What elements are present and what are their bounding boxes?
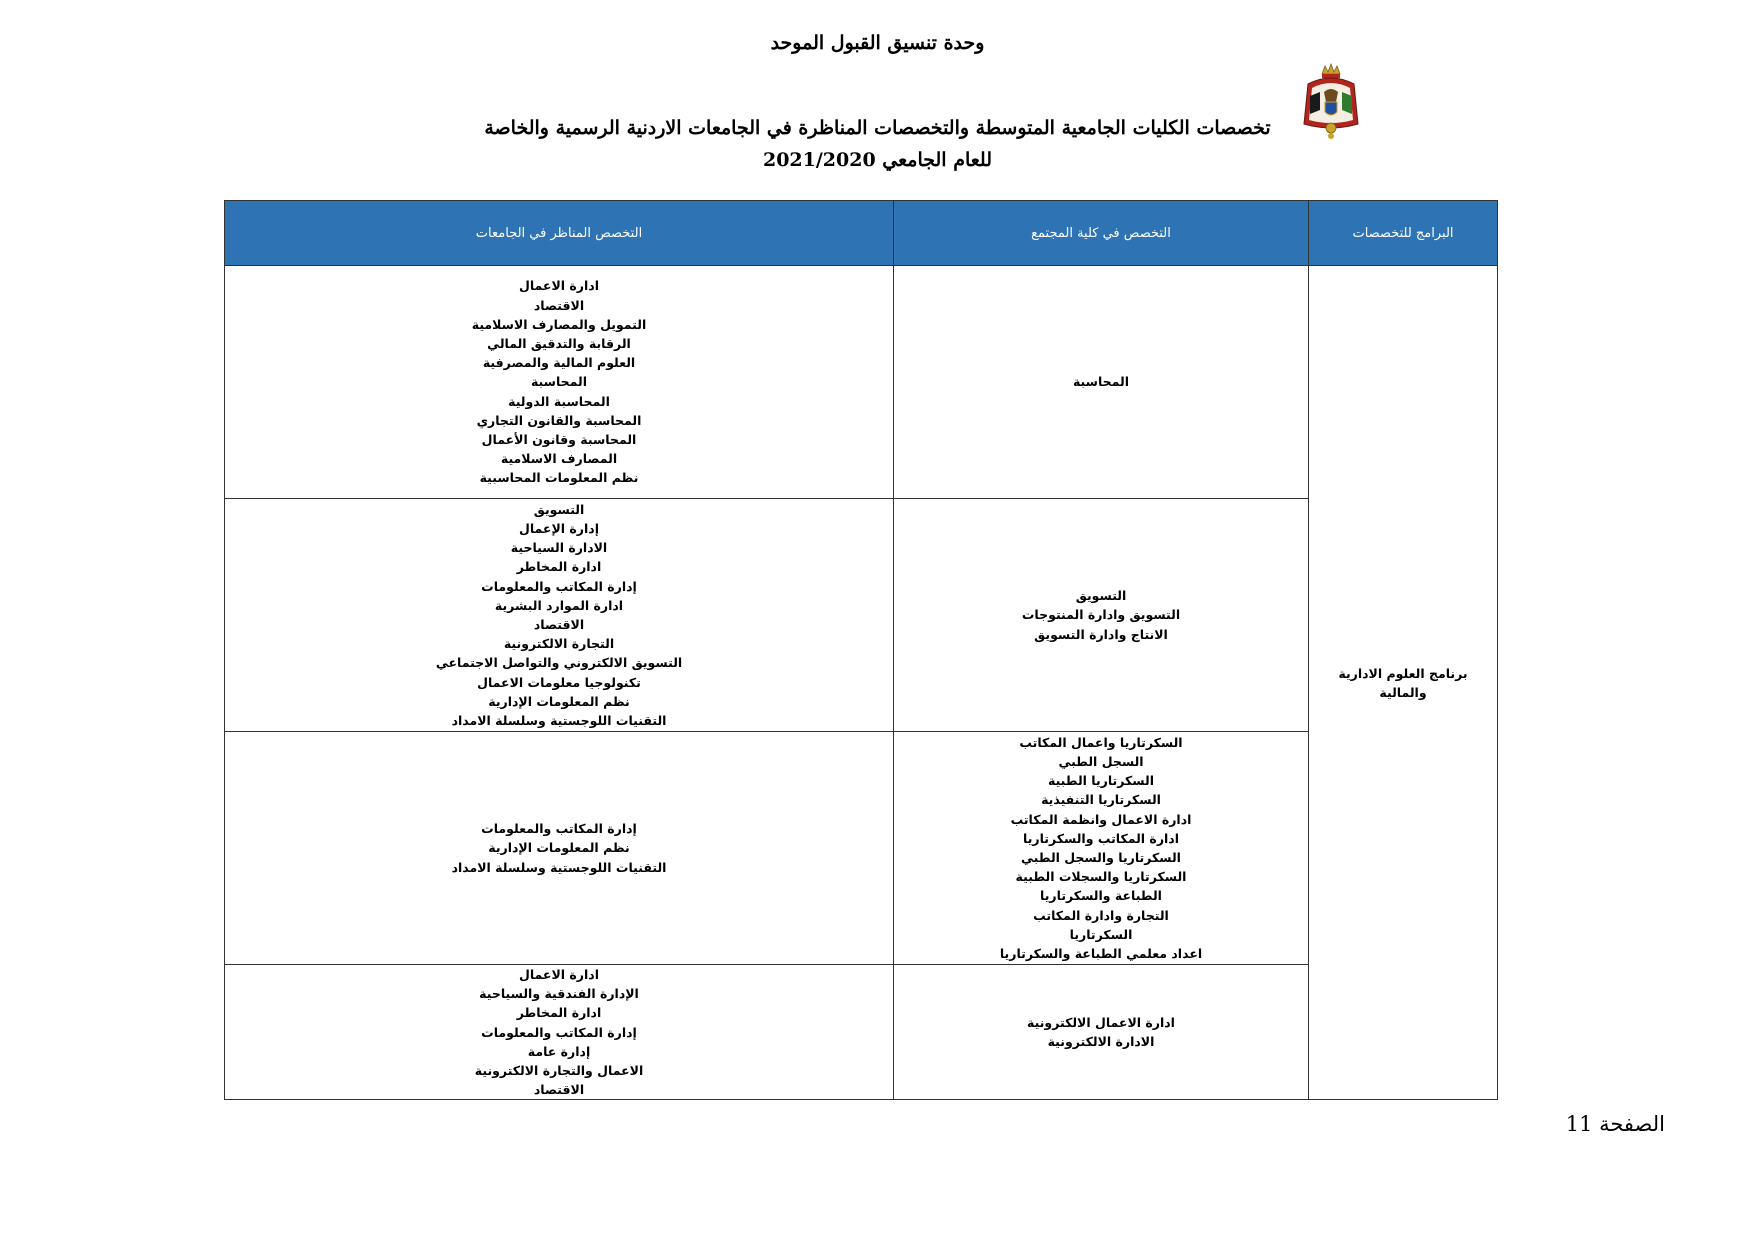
specialization-item: نظم المعلومات الإدارية — [488, 840, 630, 856]
specialization-item: المحاسبة والقانون التجاري — [476, 412, 642, 428]
specialization-item: ادارة المخاطر — [516, 559, 602, 575]
specializations-table — [224, 200, 1498, 1100]
specialization-item: إدارة عامة — [527, 1043, 591, 1059]
table-row — [225, 732, 1498, 965]
specialization-item: الاقتصاد — [533, 1082, 585, 1098]
college-specializations — [894, 499, 1309, 732]
specialization-item: التقنيات اللوجستية وسلسلة الامداد — [451, 713, 667, 729]
specialization-item: السجل الطبي — [1058, 753, 1144, 769]
specialization-item: العلوم المالية والمصرفية — [482, 355, 636, 371]
specialization-item: إدارة المكاتب والمعلومات — [481, 578, 637, 594]
header-programs: البرامج للتخصصات — [1309, 201, 1498, 266]
specialization-item: ادارة الاعمال الالكترونية — [1027, 1015, 1175, 1030]
table-header-row — [225, 201, 1498, 266]
document-title-line1: تخصصات الكليات الجامعية المتوسطة والتخصصات المناظرة في الجامعات الاردنية الرسمية والخاصة — [484, 117, 1271, 139]
specialization-item: نظم المعلومات الإدارية — [488, 693, 630, 709]
specialization-item: السكرتاريا — [1069, 926, 1133, 942]
specialization-item: التسويق الالكتروني والتواصل الاجتماعي — [435, 655, 683, 671]
specialization-item: السكرتاريا والسجل الطبي — [1021, 850, 1181, 865]
university-specializations — [225, 732, 894, 965]
specialization-item: الادارة السياحية — [510, 540, 608, 556]
specialization-item: ادارة الموارد البشرية — [494, 597, 624, 613]
specialization-item: التجارة وادارة المكاتب — [1033, 907, 1169, 923]
college-specializations — [894, 266, 1309, 499]
specialization-item: نظم المعلومات المحاسبية — [479, 470, 639, 486]
table-row — [225, 965, 1498, 1100]
organization-title: وحدة تنسيق القبول الموحد — [770, 32, 985, 54]
specialization-item: المحاسبة — [1072, 374, 1130, 390]
university-specializations — [225, 499, 894, 732]
specialization-item: السكرتاريا واعمال المكاتب — [1019, 734, 1183, 750]
specialization-item: إدارة المكاتب والمعلومات — [481, 1024, 637, 1040]
college-specializations — [894, 732, 1309, 965]
specialization-item: السكرتاريا التنفيذية — [1041, 792, 1161, 808]
header-college-specialization: التخصص في كلية المجتمع — [894, 201, 1309, 266]
specialization-item: إدارة الإعمال — [519, 520, 599, 536]
specialization-item: الادارة الالكترونية — [1047, 1034, 1155, 1050]
specialization-item: الاقتصاد — [533, 297, 585, 313]
specialization-item: المصارف الاسلامية — [500, 451, 618, 467]
specialization-item: الرقابة والتدقيق المالي — [487, 335, 631, 351]
specialization-item: التسويق — [1075, 588, 1127, 604]
header-university-specialization: التخصص المناظر في الجامعات — [225, 201, 894, 266]
specialization-item: التسويق — [533, 501, 585, 517]
university-specializations — [225, 266, 894, 499]
specialization-item: الاعمال والتجارة الالكترونية — [474, 1063, 644, 1079]
specialization-item: الاقتصاد — [533, 617, 585, 632]
specialization-item: التسويق وادارة المنتوجات — [1021, 607, 1181, 623]
college-specializations — [894, 965, 1309, 1100]
specialization-item: السكرتاريا والسجلات الطبية — [1015, 869, 1187, 885]
specialization-item: التجارة الالكترونية — [503, 636, 615, 652]
page-number: الصفحة 11 — [1565, 1112, 1665, 1136]
specialization-item: ادارة الاعمال وانظمة المكاتب — [1010, 811, 1192, 827]
university-specializations — [225, 965, 894, 1100]
specialization-item: الطباعة والسكرتاريا — [1040, 888, 1162, 904]
specialization-item: المحاسبة الدولية — [508, 393, 610, 409]
specialization-item: السكرتاريا الطبية — [1047, 773, 1154, 789]
specialization-item: ادارة المكاتب والسكرتاريا — [1023, 830, 1179, 846]
specialization-item: ادارة الاعمال — [519, 967, 599, 982]
specialization-item: التقنيات اللوجستية وسلسلة الامداد — [451, 859, 667, 875]
document-title-line2: للعام الجامعي 2021/2020 — [762, 149, 993, 171]
specialization-item: الإدارة الفندقية والسياحية — [479, 986, 639, 1002]
table-row — [225, 266, 1498, 499]
specialization-item: التمويل والمصارف الاسلامية — [471, 316, 647, 332]
specialization-item: اعداد معلمي الطباعة والسكرتاريا — [999, 946, 1203, 962]
specialization-item: ادارة المخاطر — [516, 1005, 602, 1021]
specialization-item: تكنولوجيا معلومات الاعمال — [477, 674, 641, 690]
specialization-item: ادارة الاعمال — [519, 278, 599, 294]
document-title — [0, 112, 1755, 176]
specialization-item: المحاسبة — [530, 374, 588, 390]
specialization-item: المحاسبة وقانون الأعمال — [481, 432, 637, 447]
specialization-item: إدارة المكاتب والمعلومات — [481, 821, 637, 837]
program-name: برنامج العلوم الادارية والمالية — [1309, 266, 1498, 1100]
table-row — [225, 499, 1498, 732]
specialization-item: الانتاج وادارة التسويق — [1034, 626, 1168, 642]
